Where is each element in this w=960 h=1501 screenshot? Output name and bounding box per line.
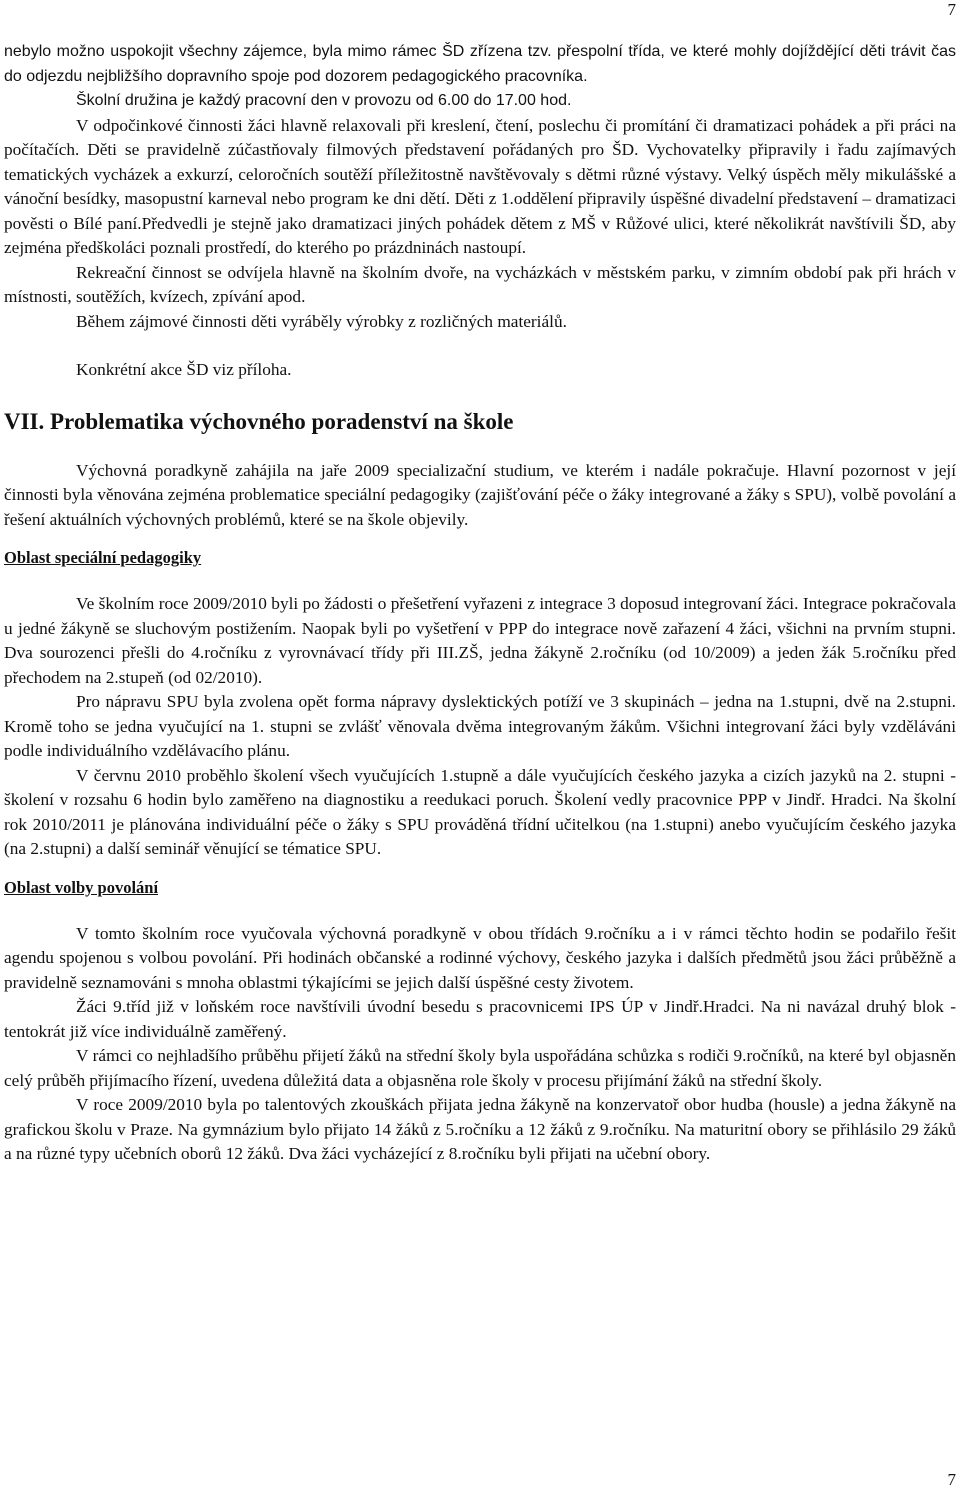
section-paragraph-1: Výchovná poradkyně zahájila na jaře 2009 specializační studium, ve kterém i nadále pokračuje. Hlavní pozornost v její činnosti byla věnována zejména problematice speciální pedagogiky (zajišťování péče o žáky integrované a žáky s SPU), volbě povolání a řešení aktuálních výchovných problémů, které se na škole objevily. xyxy=(4,460,956,529)
sub1-paragraph-1: Ve školním roce 2009/2010 byli po žádosti o přešetření vyřazeni z integrace 3 doposud integrovaní žáci. Integrace pokračovala u jedné žákyně se sluchovým postižením. Naopak byli po vyšetření v PPP do integrace nově zařazení 4 žáci, všichni na prvním stupni. Dva sourozenci přešli do 4.ročníku z vyrovnávací třídy při III.ZŠ, jedna žákyně 2.ročníku (od 10/2009) a jeden žák 5.ročníku před přechodem na 2.stupeň (od 02/2010). xyxy=(4,594,956,687)
intro-paragraph-1: nebylo možno uspokojit všechny zájemce, byla mimo rámec ŠD zřízena tzv. přespolní třída, ve které mohly dojíždějící děti trávit čas do odjezdu nejbližšího dopravního spoje pod dozorem pedagogického pracovníka. xyxy=(4,43,956,85)
intro-paragraph-2: Školní družina je každý pracovní den v provozu od 6.00 do 17.00 hod. xyxy=(76,92,572,109)
subsection-heading-special-pedagogy: Oblast speciální pedagogiky xyxy=(4,548,202,567)
intro-paragraph-3: V odpočinkové činnosti žáci hlavně relaxovali při kreslení, čtení, poslechu či promítání či dramatizaci pohádek a při práci na počítačích. Děti se pravidelně zúčastňovaly filmových představení pořádaných pro ŠD. Vychovatelky připravily i řadu zajímavých tematických vycházek a exkurzí, celoročních soutěží příležitostně navštěvovaly s dětmi různé výstavy. Velký úspěch měly mikulášské a vánoční besídky, masopustní karneval nebo program ke dni dětí. Děti z 1.oddělení připravily úspěšné divadelní představení – dramatizaci pověsti o Bílé paní.Předvedli je stejně jako dramatizaci jiných pohádek dětem z MŠ v Růžové ulici, které několikrát navštívili ŠD, aby zejména předškoláci poznali prostředí, do kterého po prázdninách nastoupí. xyxy=(4,115,956,257)
sub2-paragraph-2: Žáci 9.tříd již v loňském roce navštívili úvodní besedu s pracovnicemi IPS ÚP v Jindř.Hradci. Na ni navázal druhý blok - tentokrát již více individuálně zaměřený. xyxy=(4,997,956,1041)
section-heading: VII. Problematika výchovného poradenství na škole xyxy=(4,408,514,434)
sub1-paragraph-2: Pro nápravu SPU byla zvolena opět forma nápravy dyslektických potíží ve 3 skupinách – jedna na 1.stupni, dvě na 2.stupni. Kromě toho se jedna vyučující na 1. stupni se zvlášť věnovala dvěma integrovaným žákům. Všichni integrovaní žáci byly vzděláváni podle individuálního vzdělávacího plánu. xyxy=(4,692,956,760)
page-content xyxy=(4,40,956,1167)
sub1-paragraph-3: V červnu 2010 proběhlo školení všech vyučujících 1.stupně a dále vyučujících českého jazyka a cizích jazyků na 2. stupni - školení v rozsahu 6 hodin bylo zaměřeno na diagnostiku a reedukaci poruch. Školení vedly pracovnice PPP v Jindř. Hradci. Na školní rok 2010/2011 je plánována individuální péče o žáky s SPU prováděná třídní učitelkou (na 1.stupni) anebo vyučujícím českého jazyka (na 2.stupni) a další seminář věnující se tématice SPU. xyxy=(4,765,956,858)
sub2-paragraph-1: V tomto školním roce vyučovala výchovná poradkyně v obou třídách 9.ročníku a i v rámci těchto hodin se podařilo řešit agendu spojenou s volbou povolání. Při hodinách občanské a rodinné výchovy, českého jazyka i dalších předmětů jsou žáci průběžně a pravidelně seznamováni s mnoha oblastmi týkajícími se jejich další úspěšné cesty životem. xyxy=(4,923,956,992)
intro-paragraph-6: Konkrétní akce ŠD viz příloha. xyxy=(76,360,292,379)
sub2-paragraph-3: V rámci co nejhladšího průběhu přijetí žáků na střední školy byla uspořádána schůzka s rodiči 9.ročníků, na které byl objasněn celý průběh přijímacího řízení, uvedena důležitá data a objasněna role školy v procesu přijímání žáků na střední školy. xyxy=(4,1046,956,1090)
page-number-bottom: 7 xyxy=(947,1470,956,1489)
sub2-paragraph-4: V roce 2009/2010 byla po talentových zkouškách přijata jedna žákyně na konzervatoř obor hudba (housle) a jedna žákyně na grafickou školu v Praze. Na gymnázium bylo přijato 14 žáků z 5.ročníku a 12 žáků z 9.ročníku. Na maturitní obory se přihlásilo 29 žáků a na různé typy učebních oborů 12 žáků. Dva žáci vycházející z 8.ročníku byli přijati na učební obory. xyxy=(4,1095,956,1163)
subsection-heading-career-choice: Oblast volby povolání xyxy=(4,877,159,897)
intro-paragraph-4: Rekreační činnost se odvíjela hlavně na školním dvoře, na vycházkách v městském parku, v zimním období pak při hrách v místnosti, soutěžích, kvízech, zpívání apod. xyxy=(4,262,956,306)
page-number-top: 7 xyxy=(947,0,956,19)
intro-paragraph-5: Během zájmové činnosti děti vyráběly výrobky z rozličných materiálů. xyxy=(76,311,567,331)
